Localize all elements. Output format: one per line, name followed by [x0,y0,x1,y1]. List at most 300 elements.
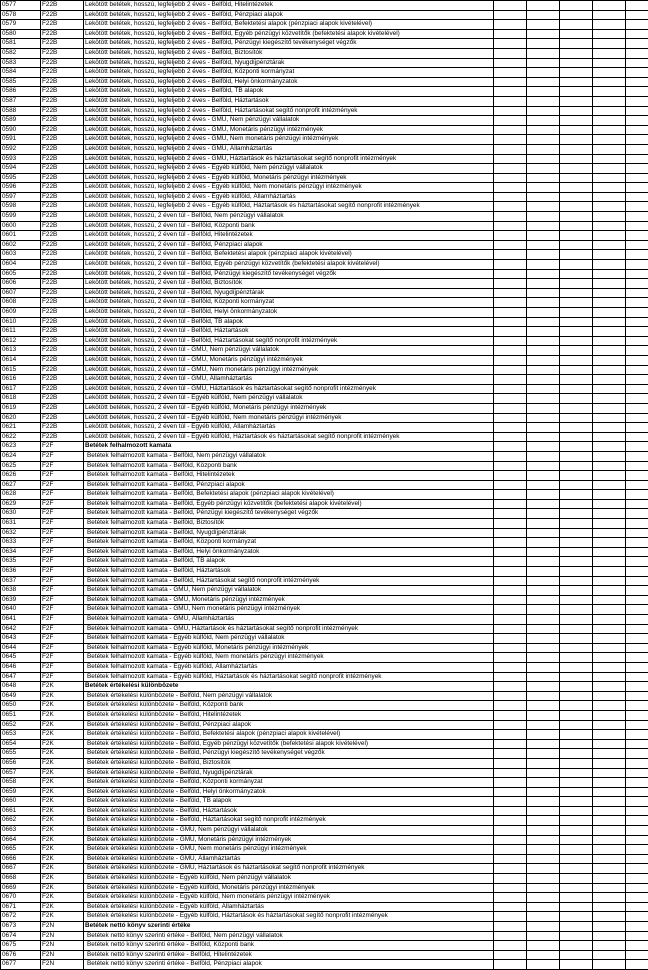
value-cell-2[interactable] [527,605,560,615]
value-cell-4[interactable] [593,260,626,270]
value-cell-1[interactable] [494,615,527,625]
value-cell-5[interactable] [626,327,648,337]
value-cell-5[interactable] [626,480,648,490]
value-cell-3[interactable] [560,116,593,126]
value-cell-4[interactable] [593,586,626,596]
value-cell-4[interactable] [593,509,626,519]
value-cell-2[interactable] [527,154,560,164]
value-cell-3[interactable] [560,423,593,433]
value-cell-3[interactable] [560,260,593,270]
value-cell-5[interactable] [626,739,648,749]
value-cell-2[interactable] [527,68,560,78]
value-cell-3[interactable] [560,365,593,375]
value-cell-1[interactable] [494,269,527,279]
value-cell-4[interactable] [593,624,626,634]
value-cell-3[interactable] [560,375,593,385]
value-cell-2[interactable] [527,471,560,481]
value-cell-5[interactable] [626,39,648,49]
value-cell-2[interactable] [527,451,560,461]
value-cell-3[interactable] [560,960,593,970]
value-cell-5[interactable] [626,643,648,653]
value-cell-2[interactable] [527,893,560,903]
value-cell-5[interactable] [626,48,648,58]
value-cell-3[interactable] [560,739,593,749]
value-cell-5[interactable] [626,317,648,327]
value-cell-5[interactable] [626,384,648,394]
value-cell-1[interactable] [494,634,527,644]
value-cell-3[interactable] [560,941,593,951]
value-cell-5[interactable] [626,250,648,260]
value-cell-3[interactable] [560,346,593,356]
value-cell-2[interactable] [527,538,560,548]
value-cell-3[interactable] [560,154,593,164]
value-cell-5[interactable] [626,826,648,836]
value-cell-1[interactable] [494,662,527,672]
value-cell-4[interactable] [593,720,626,730]
value-cell-3[interactable] [560,519,593,529]
value-cell-5[interactable] [626,749,648,759]
value-cell-2[interactable] [527,499,560,509]
value-cell-1[interactable] [494,288,527,298]
value-cell-1[interactable] [494,749,527,759]
value-cell-3[interactable] [560,730,593,740]
value-cell-5[interactable] [626,173,648,183]
value-cell-4[interactable] [593,298,626,308]
value-cell-3[interactable] [560,922,593,932]
value-cell-4[interactable] [593,144,626,154]
value-cell-1[interactable] [494,125,527,135]
value-cell-5[interactable] [626,883,648,893]
value-cell-1[interactable] [494,355,527,365]
value-cell-2[interactable] [527,922,560,932]
value-cell-4[interactable] [593,826,626,836]
value-cell-2[interactable] [527,269,560,279]
value-cell-4[interactable] [593,164,626,174]
value-cell-4[interactable] [593,605,626,615]
value-cell-3[interactable] [560,643,593,653]
value-cell-4[interactable] [593,173,626,183]
value-cell-4[interactable] [593,941,626,951]
value-cell-5[interactable] [626,221,648,231]
value-cell-1[interactable] [494,854,527,864]
value-cell-5[interactable] [626,902,648,912]
value-cell-1[interactable] [494,739,527,749]
value-cell-3[interactable] [560,403,593,413]
value-cell-2[interactable] [527,672,560,682]
value-cell-4[interactable] [593,845,626,855]
value-cell-2[interactable] [527,912,560,922]
value-cell-5[interactable] [626,816,648,826]
value-cell-1[interactable] [494,490,527,500]
value-cell-3[interactable] [560,135,593,145]
value-cell-3[interactable] [560,682,593,692]
value-cell-2[interactable] [527,173,560,183]
value-cell-1[interactable] [494,39,527,49]
value-cell-3[interactable] [560,701,593,711]
value-cell-2[interactable] [527,816,560,826]
value-cell-4[interactable] [593,58,626,68]
value-cell-3[interactable] [560,451,593,461]
value-cell-1[interactable] [494,250,527,260]
value-cell-4[interactable] [593,403,626,413]
value-cell-4[interactable] [593,29,626,39]
value-cell-3[interactable] [560,279,593,289]
value-cell-1[interactable] [494,10,527,20]
value-cell-4[interactable] [593,931,626,941]
value-cell-1[interactable] [494,164,527,174]
value-cell-5[interactable] [626,29,648,39]
value-cell-2[interactable] [527,394,560,404]
value-cell-5[interactable] [626,576,648,586]
value-cell-1[interactable] [494,883,527,893]
value-cell-5[interactable] [626,269,648,279]
value-cell-2[interactable] [527,106,560,116]
value-cell-1[interactable] [494,403,527,413]
value-cell-1[interactable] [494,1,527,11]
value-cell-4[interactable] [593,68,626,78]
value-cell-1[interactable] [494,144,527,154]
value-cell-2[interactable] [527,682,560,692]
value-cell-1[interactable] [494,922,527,932]
value-cell-2[interactable] [527,883,560,893]
value-cell-5[interactable] [626,231,648,241]
value-cell-4[interactable] [593,643,626,653]
value-cell-1[interactable] [494,499,527,509]
value-cell-5[interactable] [626,758,648,768]
value-cell-4[interactable] [593,240,626,250]
value-cell-4[interactable] [593,528,626,538]
value-cell-5[interactable] [626,87,648,97]
value-cell-5[interactable] [626,288,648,298]
value-cell-5[interactable] [626,471,648,481]
value-cell-1[interactable] [494,701,527,711]
value-cell-4[interactable] [593,231,626,241]
value-cell-3[interactable] [560,298,593,308]
value-cell-4[interactable] [593,912,626,922]
value-cell-3[interactable] [560,212,593,222]
value-cell-5[interactable] [626,1,648,11]
value-cell-5[interactable] [626,212,648,222]
value-cell-4[interactable] [593,662,626,672]
value-cell-4[interactable] [593,730,626,740]
value-cell-4[interactable] [593,634,626,644]
value-cell-4[interactable] [593,471,626,481]
value-cell-1[interactable] [494,375,527,385]
value-cell-2[interactable] [527,355,560,365]
value-cell-5[interactable] [626,730,648,740]
value-cell-3[interactable] [560,173,593,183]
value-cell-4[interactable] [593,212,626,222]
value-cell-4[interactable] [593,432,626,442]
value-cell-1[interactable] [494,567,527,577]
value-cell-5[interactable] [626,662,648,672]
value-cell-4[interactable] [593,758,626,768]
value-cell-2[interactable] [527,317,560,327]
value-cell-2[interactable] [527,835,560,845]
value-cell-3[interactable] [560,835,593,845]
value-cell-3[interactable] [560,490,593,500]
value-cell-2[interactable] [527,164,560,174]
value-cell-2[interactable] [527,365,560,375]
value-cell-2[interactable] [527,279,560,289]
value-cell-4[interactable] [593,279,626,289]
value-cell-4[interactable] [593,480,626,490]
value-cell-1[interactable] [494,212,527,222]
value-cell-2[interactable] [527,423,560,433]
value-cell-2[interactable] [527,221,560,231]
value-cell-5[interactable] [626,845,648,855]
value-cell-3[interactable] [560,797,593,807]
value-cell-2[interactable] [527,87,560,97]
value-cell-3[interactable] [560,413,593,423]
value-cell-5[interactable] [626,298,648,308]
value-cell-3[interactable] [560,125,593,135]
value-cell-3[interactable] [560,240,593,250]
value-cell-1[interactable] [494,317,527,327]
value-cell-3[interactable] [560,317,593,327]
value-cell-2[interactable] [527,240,560,250]
value-cell-2[interactable] [527,327,560,337]
value-cell-2[interactable] [527,202,560,212]
value-cell-5[interactable] [626,691,648,701]
value-cell-1[interactable] [494,557,527,567]
value-cell-4[interactable] [593,615,626,625]
value-cell-2[interactable] [527,854,560,864]
value-cell-2[interactable] [527,212,560,222]
value-cell-1[interactable] [494,586,527,596]
value-cell-5[interactable] [626,912,648,922]
value-cell-3[interactable] [560,854,593,864]
value-cell-1[interactable] [494,154,527,164]
value-cell-5[interactable] [626,806,648,816]
value-cell-5[interactable] [626,77,648,87]
value-cell-4[interactable] [593,48,626,58]
value-cell-5[interactable] [626,595,648,605]
value-cell-1[interactable] [494,29,527,39]
value-cell-5[interactable] [626,192,648,202]
value-cell-2[interactable] [527,624,560,634]
value-cell-2[interactable] [527,403,560,413]
value-cell-2[interactable] [527,691,560,701]
value-cell-4[interactable] [593,567,626,577]
value-cell-4[interactable] [593,154,626,164]
value-cell-2[interactable] [527,490,560,500]
value-cell-4[interactable] [593,39,626,49]
value-cell-2[interactable] [527,116,560,126]
value-cell-5[interactable] [626,528,648,538]
value-cell-5[interactable] [626,874,648,884]
value-cell-4[interactable] [593,327,626,337]
value-cell-5[interactable] [626,58,648,68]
value-cell-3[interactable] [560,950,593,960]
value-cell-3[interactable] [560,758,593,768]
value-cell-2[interactable] [527,192,560,202]
value-cell-1[interactable] [494,336,527,346]
value-cell-1[interactable] [494,423,527,433]
value-cell-1[interactable] [494,691,527,701]
value-cell-4[interactable] [593,854,626,864]
value-cell-5[interactable] [626,682,648,692]
value-cell-2[interactable] [527,787,560,797]
value-cell-2[interactable] [527,298,560,308]
value-cell-1[interactable] [494,173,527,183]
value-cell-2[interactable] [527,547,560,557]
value-cell-4[interactable] [593,893,626,903]
value-cell-2[interactable] [527,432,560,442]
value-cell-2[interactable] [527,826,560,836]
value-cell-5[interactable] [626,538,648,548]
value-cell-1[interactable] [494,528,527,538]
value-cell-4[interactable] [593,1,626,11]
value-cell-5[interactable] [626,672,648,682]
value-cell-5[interactable] [626,279,648,289]
value-cell-1[interactable] [494,260,527,270]
value-cell-1[interactable] [494,135,527,145]
value-cell-4[interactable] [593,710,626,720]
value-cell-4[interactable] [593,355,626,365]
value-cell-3[interactable] [560,221,593,231]
value-cell-1[interactable] [494,20,527,30]
value-cell-3[interactable] [560,499,593,509]
value-cell-2[interactable] [527,615,560,625]
value-cell-4[interactable] [593,874,626,884]
value-cell-5[interactable] [626,135,648,145]
value-cell-1[interactable] [494,240,527,250]
value-cell-1[interactable] [494,231,527,241]
value-cell-1[interactable] [494,643,527,653]
value-cell-5[interactable] [626,893,648,903]
value-cell-3[interactable] [560,87,593,97]
value-cell-1[interactable] [494,605,527,615]
value-cell-1[interactable] [494,87,527,97]
value-cell-5[interactable] [626,797,648,807]
value-cell-1[interactable] [494,519,527,529]
value-cell-4[interactable] [593,116,626,126]
value-cell-3[interactable] [560,931,593,941]
value-cell-5[interactable] [626,509,648,519]
value-cell-2[interactable] [527,701,560,711]
value-cell-5[interactable] [626,183,648,193]
value-cell-3[interactable] [560,68,593,78]
value-cell-1[interactable] [494,77,527,87]
value-cell-5[interactable] [626,768,648,778]
value-cell-3[interactable] [560,48,593,58]
value-cell-4[interactable] [593,950,626,960]
value-cell-1[interactable] [494,797,527,807]
value-cell-2[interactable] [527,758,560,768]
value-cell-4[interactable] [593,672,626,682]
value-cell-5[interactable] [626,461,648,471]
value-cell-3[interactable] [560,250,593,260]
value-cell-3[interactable] [560,672,593,682]
value-cell-5[interactable] [626,413,648,423]
value-cell-1[interactable] [494,826,527,836]
value-cell-2[interactable] [527,653,560,663]
value-cell-2[interactable] [527,96,560,106]
value-cell-1[interactable] [494,116,527,126]
value-cell-1[interactable] [494,279,527,289]
value-cell-5[interactable] [626,634,648,644]
value-cell-4[interactable] [593,423,626,433]
value-cell-2[interactable] [527,710,560,720]
value-cell-4[interactable] [593,375,626,385]
value-cell-1[interactable] [494,864,527,874]
value-cell-5[interactable] [626,154,648,164]
value-cell-2[interactable] [527,662,560,672]
value-cell-3[interactable] [560,77,593,87]
value-cell-4[interactable] [593,768,626,778]
value-cell-5[interactable] [626,778,648,788]
value-cell-1[interactable] [494,720,527,730]
value-cell-5[interactable] [626,854,648,864]
value-cell-5[interactable] [626,432,648,442]
value-cell-3[interactable] [560,806,593,816]
value-cell-1[interactable] [494,816,527,826]
value-cell-3[interactable] [560,308,593,318]
value-cell-2[interactable] [527,567,560,577]
value-cell-2[interactable] [527,749,560,759]
value-cell-3[interactable] [560,231,593,241]
value-cell-1[interactable] [494,480,527,490]
value-cell-1[interactable] [494,68,527,78]
value-cell-5[interactable] [626,615,648,625]
value-cell-2[interactable] [527,375,560,385]
value-cell-3[interactable] [560,509,593,519]
value-cell-2[interactable] [527,77,560,87]
value-cell-5[interactable] [626,720,648,730]
value-cell-4[interactable] [593,183,626,193]
value-cell-1[interactable] [494,672,527,682]
value-cell-3[interactable] [560,432,593,442]
value-cell-3[interactable] [560,384,593,394]
value-cell-3[interactable] [560,442,593,452]
value-cell-5[interactable] [626,653,648,663]
value-cell-3[interactable] [560,480,593,490]
value-cell-4[interactable] [593,451,626,461]
value-cell-5[interactable] [626,375,648,385]
value-cell-3[interactable] [560,183,593,193]
value-cell-3[interactable] [560,653,593,663]
value-cell-2[interactable] [527,941,560,951]
value-cell-3[interactable] [560,394,593,404]
value-cell-4[interactable] [593,864,626,874]
value-cell-2[interactable] [527,346,560,356]
value-cell-2[interactable] [527,806,560,816]
value-cell-5[interactable] [626,10,648,20]
value-cell-3[interactable] [560,538,593,548]
value-cell-3[interactable] [560,144,593,154]
value-cell-5[interactable] [626,403,648,413]
value-cell-1[interactable] [494,778,527,788]
value-cell-2[interactable] [527,528,560,538]
value-cell-1[interactable] [494,931,527,941]
value-cell-3[interactable] [560,710,593,720]
value-cell-1[interactable] [494,624,527,634]
value-cell-4[interactable] [593,883,626,893]
value-cell-2[interactable] [527,183,560,193]
value-cell-3[interactable] [560,912,593,922]
value-cell-4[interactable] [593,10,626,20]
value-cell-1[interactable] [494,547,527,557]
value-cell-3[interactable] [560,749,593,759]
value-cell-1[interactable] [494,576,527,586]
value-cell-4[interactable] [593,902,626,912]
value-cell-5[interactable] [626,701,648,711]
value-cell-1[interactable] [494,384,527,394]
value-cell-2[interactable] [527,931,560,941]
value-cell-5[interactable] [626,125,648,135]
value-cell-2[interactable] [527,250,560,260]
